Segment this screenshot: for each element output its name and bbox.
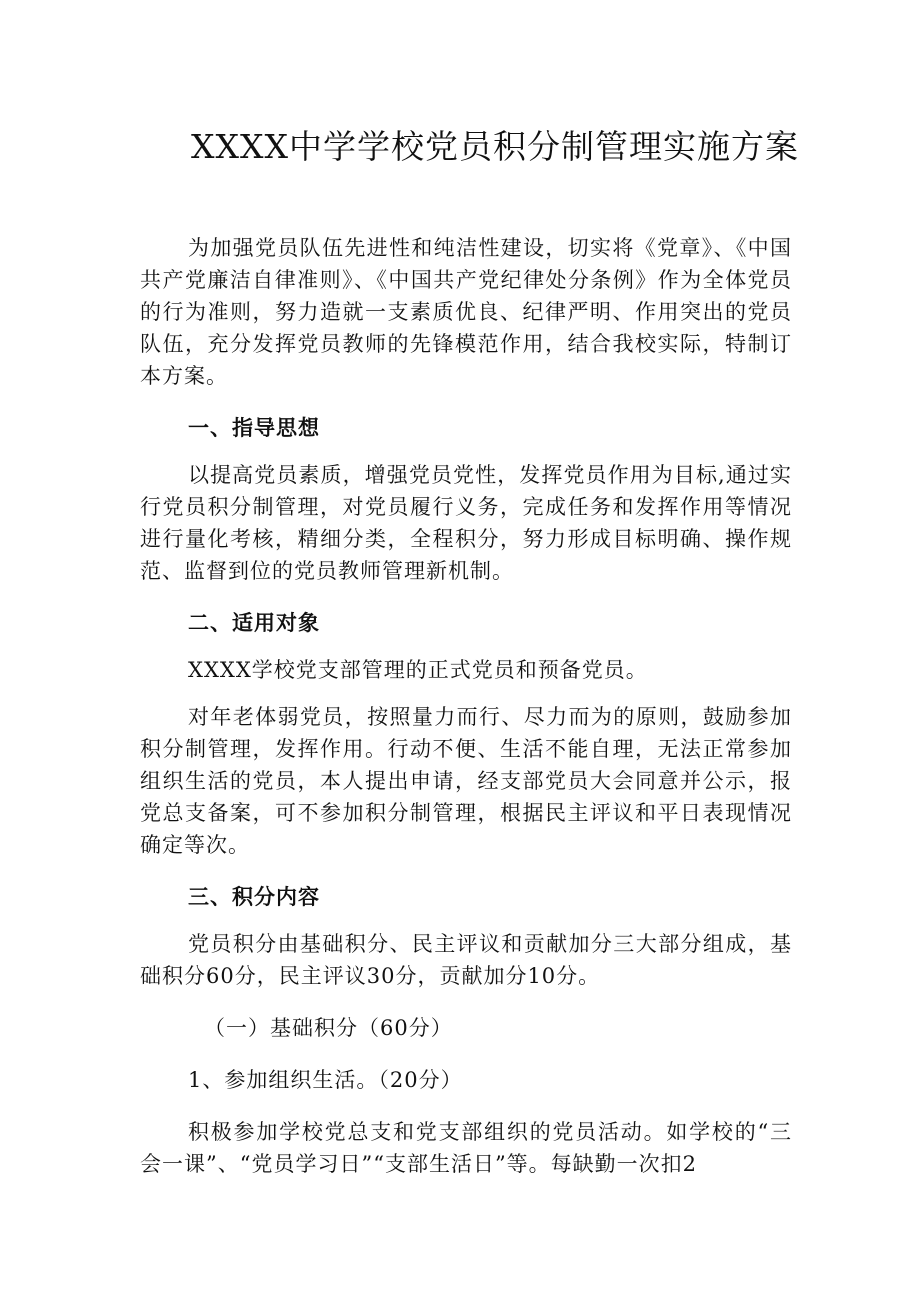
spacer bbox=[140, 861, 792, 881]
spacer bbox=[140, 913, 792, 928]
document-title: XXXX中学学校党员积分制管理实施方案 bbox=[191, 127, 799, 166]
document-body bbox=[140, 232, 792, 1180]
guiding-thought-paragraph: 以提高党员素质，增强党员党性，发挥党员作用为目标,通过实行党员积分制管理，对党员履行义务，完成任务和发挥作用等情况进行量化考核，精细分类，全程积分，努力形成目标明确、操作规范、监督到位的党员教师管理新机制。 bbox=[140, 463, 792, 583]
org-life-paragraph: 积极参加学校党总支和党支部组织的党员活动。如学校的“三会一课”、“党员学习日”“支部生活日”等。每缺勤一次扣2 bbox=[140, 1120, 792, 1176]
intro-paragraph: 为加强党员队伍先进性和纯洁性建设，切实将《党章》、《中国共产党廉洁自律准则》、《中国共产党纪律处分条例》作为全体党员的行为准则，努力造就一支素质优良、纪律严明、作用突出的党员队伍，充分发挥党员教师的先锋模范作用，结合我校实际，特制订本方案。 bbox=[140, 236, 792, 388]
section-heading-guiding-thought: 一、指导思想 bbox=[188, 416, 320, 440]
section-heading-points-content: 三、积分内容 bbox=[188, 885, 320, 909]
points-content-paragraph: 党员积分由基础积分、民主评议和贡献加分三大部分组成，基础积分60分，民主评议30分，贡献加分10分。 bbox=[140, 932, 792, 988]
spacer bbox=[140, 444, 792, 459]
subsection-heading-basic-points: （一）基础积分（60分） bbox=[204, 1016, 453, 1040]
applicable-objects-paragraph: XXXX学校党支部管理的正式党员和预备党员。 bbox=[188, 658, 648, 682]
spacer bbox=[140, 587, 792, 607]
spacer bbox=[140, 1044, 792, 1064]
section-heading-applicable-objects: 二、适用对象 bbox=[188, 611, 320, 635]
spacer bbox=[140, 639, 792, 654]
spacer bbox=[140, 992, 792, 1012]
elderly-members-paragraph: 对年老体弱党员，按照量力而行、尽力而为的原则，鼓励参加积分制管理，发挥作用。行动不便、生活不能自理，无法正常参加组织生活的党员，本人提出申请，经支部党员大会同意并公示，报党总支备案，可不参加积分制管理，根据民主评议和平日表现情况确定等次。 bbox=[140, 705, 792, 857]
item-heading-org-life: 1、参加组织生活。（20分） bbox=[188, 1068, 463, 1092]
spacer bbox=[140, 392, 792, 412]
spacer bbox=[140, 1096, 792, 1116]
spacer bbox=[140, 686, 792, 701]
